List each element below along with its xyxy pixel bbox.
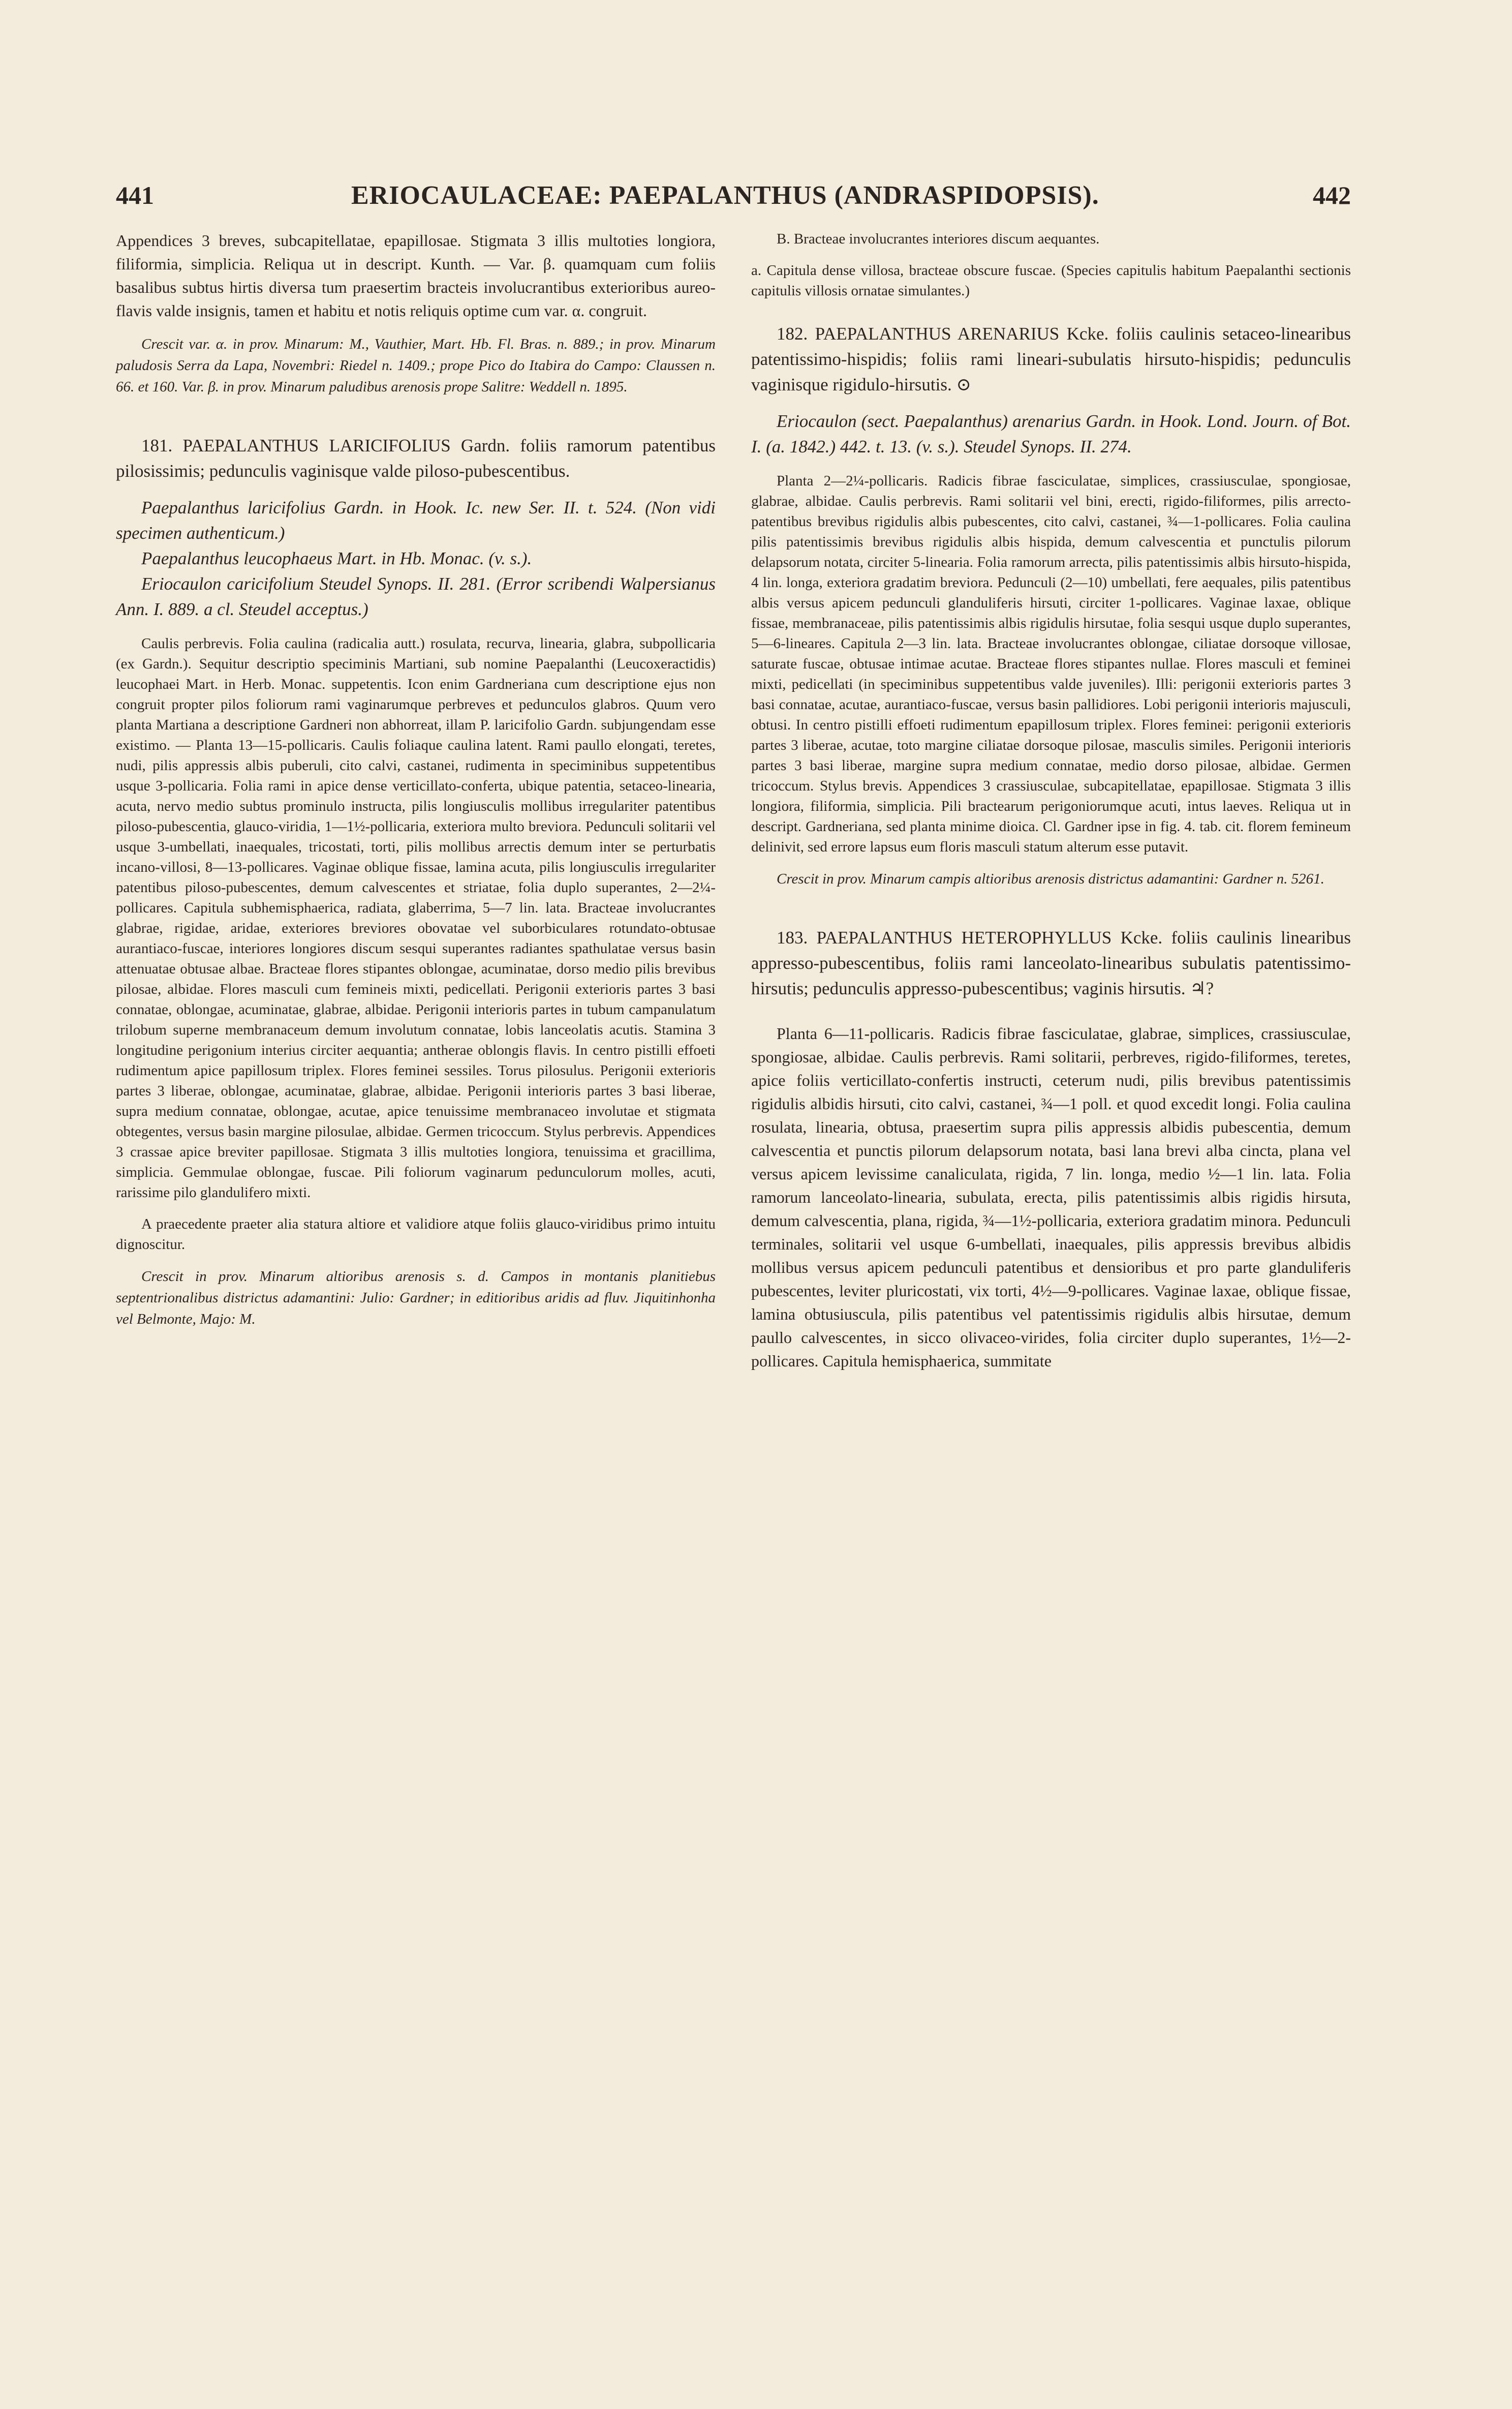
intro-paragraph: Appendices 3 breves, subcapitellatae, epapillosae. Stigmata 3 illis multoties longiora, filiformia, simplicia. Reliqua ut in descript. Kunth. — Var. β. quamquam cum foliis basalibus subtus hirtis diversa tum praesertim bracteis involucrantibus exterioribus aureo-flavis valde insignis, tamen et habitu et notis reliquis optime cum var. α. congruit. bbox=[116, 231, 716, 320]
running-title: ERIOCAULACEAE: PAEPALANTHUS (ANDRASPIDOPSIS). bbox=[351, 181, 1099, 210]
key-heading-a: a. Capitula dense villosa, bracteae obscure fuscae. (Species capitulis habitum Paepalanthi sectionis capitulis villosis ornatae simulantes.) bbox=[751, 262, 1351, 299]
species-181-synonym-1: Paepalanthus laricifolius Gardn. in Hook. Ic. new Ser. II. t. 524. (Non vidi specimen authenticum.) bbox=[116, 498, 716, 543]
species-181-locality: Crescit in prov. Minarum altioribus arenosis s. d. Campos in montanis planitiebus septentrionalibus districtus adamantini: Julio: Gardner; in editioribus aridis ad fluv. Jiquitinhonha vel Belmonte, Majo: M. bbox=[116, 1268, 716, 1327]
species-181-description: Caulis perbrevis. Folia caulina (radicalia autt.) rosulata, recurva, linearia, glabra, subpollicaria (ex Gardn.). Sequitur descriptio speciminis Martiani, sub nomine Paepalanthi (Leucoxeractidis) leucophaei Mart. in Herb. Monac. suppetentis. Icon enim Gardneriana cum descriptione ejus non congruit propter pilos foliorum rami vaginarumque perbreves et pedunculos glabros. Quum vero planta Martiana a descriptione Gardneri non abhorreat, illam P. laricifolio Gardn. subjungendam esse existimo. — Planta 13—15-pollicaris. Caulis foliaque caulina latent. Rami paullo elongati, teretes, nudi, pilis appressis albis puberuli, cito calvi, castanei, rudimenta in speciminibus suppetentibus usque 3-pollicaria. Folia rami in apice dense verticillato-conferta, ubique patentia, setaceo-linearia, acuta, nervo medio subtus prominulo instructa, pilis longiusculis mollibus irregulariter patentibus piloso-pubescentia, glauco-viridia, 1—1½-pollicaria, exteriora multo breviora. Pedunculi solitarii vel usque 3-umbellati, inaequales, tricostati, torti, pilis mollibus arrectis demum inter se perturbatis incano-villosi, 8—13-pollicares. Vaginae oblique fissae, lamina acuta, pilis longiusculis irregulariter patentibus piloso-pubescentes, demum calvescentes et striatae, folia duplo superantes, 2—2¼-pollicares. Capitula subhemisphaerica, radiata, glaberrima, 5—7 lin. lata. Bracteae involucrantes glabrae, rigidae, aridae, exteriores breviores obovatae vel suborbiculares rotundato-obtusae aurantiaco-fuscae, interiores longiores discum sesqui superantes radiantes spathulatae versus basin attenuatae obtusae albae. Bracteae flores stipantes oblongae, acuminatae, dorso medio pilis brevibus pilosae, albidae. Flores masculi cum femineis mixti, pedicellati. Perigonii exterioris partes 3 basi connatae, oblongae, acuminatae, glabrae, albidae. Perigonii interioris partes in tubum campanulatum trilobum superne membranaceum demum involutum connatae, lobis lanceolatis acutis. Stamina 3 longitudine perigonium interius circiter aequantia; antherae oblongis flavis. In centro pistilli effoeti rudimentum apice papillosum triplex. Flores feminei sessiles. Torus pilosulus. Perigonii exterioris partes 3 liberae, oblongae, acuminatae, glabrae, albidae. Perigonii interioris partes 3 basi liberae, supra medium connatae, oblongae, acutae, apice tenuissime membranaceo involutae et stigmata obtegentes, versus basin margine pilosulae, albidae. Germen tricoccum. Stylus perbrevis. Appendices 3 crassae apice breviter papillosae. Stigmata 3 illis multoties longiora, tenuissima et gracillima, simplicia. Gemmulae oblongae, fuscae. Pili foliorum vaginarum pedunculorum molles, acuti, rarissime pilo glandulifero mixti. bbox=[116, 635, 716, 1201]
page-number-left: 441 bbox=[116, 181, 154, 209]
species-181-synonym-2: Paepalanthus leucophaeus Mart. in Hb. Monac. (v. s.). bbox=[141, 548, 532, 568]
species-183-heading: 183. PAEPALANTHUS HETEROPHYLLUS Kcke. foliis caulinis linearibus appresso-pubescentibus, foliis rami lanceolato-linearibus subulatis patentissimo-hirsutis; pedunculis appresso-pubescentibus; vaginis hirsutis. ♃? bbox=[751, 928, 1351, 998]
species-183-description: Planta 6—11-pollicaris. Radicis fibrae fasciculatae, glabrae, simplices, crassiusculae, spongiosae, albidae. Caulis perbrevis. Rami solitarii, perbreves, rigido-filiformes, teretes, apice foliis verticillato-confertis instructi, ceterum nudi, pilis brevibus patentissimis rigidulis albidis hirsuti, cito calvi, castanei, ¾—1 poll. et quod excedit longi. Folia caulina rosulata, linearia, obtusa, praesertim supra pilis appressis albidis pubescentia, demum calvescentia et punctis pilorum delapsorum notata, basi lana brevi alba cincta, plana vel versus apicem levissime canaliculata, rigida, 7 lin. longa, medio ½—1 lin. lata. Folia ramorum lanceolato-linearia, subulata, erecta, pilis patentissimis albis rigidis hirsuta, demum calvescentia, plana, rigida, ¾—1½-pollicaria, exteriora gradatim minora. Pedunculi terminales, solitarii vel usque 6-umbellati, inaequales, pilis appressis brevibus albidis mollibus versus apicem pedunculi patentibus et densioribus et pro parte glanduliferis pubescentes, leviter pluricostati, vix torti, 4½—9-pollicares. Vaginae laxae, oblique fissae, lamina obtusiuscula, pilis patentibus vel patentissimis rigidulis albis hirsutae, demum paullo calvescentes, in sicco olivaceo-virides, folia circiter duplo superantes, 1½—2-pollicares. Capitula hemisphaerica, summitate bbox=[751, 1024, 1351, 1370]
intro-locality: Crescit var. α. in prov. Minarum: M., Vauthier, Mart. Hb. Fl. Bras. n. 889.; in prov. Minarum paludosis Serra da Lapa, Novembri: Riedel n. 1409.; prope Pico do Itabira do Campo: Claussen n. 66. et 160. Var. β. in prov. Minarum paludibus arenosis prope Salitre: Weddell n. 1895. bbox=[116, 336, 716, 395]
species-181-heading: 181. PAEPALANTHUS LARICIFOLIUS Gardn. foliis ramorum patentibus pilosissimis; pedunculis vaginisque valde piloso-pubescentibus. bbox=[116, 436, 716, 481]
right-column bbox=[751, 229, 1351, 1373]
species-182-synonym: Eriocaulon (sect. Paepalanthus) arenarius Gardn. in Hook. Lond. Journ. of Bot. I. (a. 1842.) 442. t. 13. (v. s.). Steudel Synops. II. 274. bbox=[751, 411, 1351, 456]
species-182-heading: 182. PAEPALANTHUS ARENARIUS Kcke. foliis caulinis setaceo-linearibus patentissimo-hispidis; foliis rami lineari-subulatis hirsuto-hispidis; pedunculis vaginisque rigidulo-hirsutis. ⊙ bbox=[751, 324, 1351, 394]
species-182-description: Planta 2—2¼-pollicaris. Radicis fibrae fasciculatae, simplices, crassiusculae, spongiosae, glabrae, albidae. Caulis perbrevis. Rami solitarii vel bini, erecti, rigido-filiformes, pilis arrecto-patentibus brevibus rigidulis albis pubescentes, cito calvi, castanei, ¾—1-pollicares. Folia caulina pilis patentissimis brevibus rigidulis albis hispida, demum calvescentia et punctulis pilorum delapsorum notata, circiter 5-linearia. Folia ramorum arrecta, pilis patentissimis albis hirsuto-hispida, 4 lin. longa, exteriora gradatim breviora. Pedunculi (2—10) umbellati, fere aequales, pilis patentibus albis versus apicem pedunculi glanduliferis hirsuti, circiter 1-pollicares. Vaginae laxae, oblique fissae, membranaceae, pilis patentissimis albis rigidulis hirsutae, folia sesqui usque duplo superantes, 5—6-lineares. Capitula 2—3 lin. lata. Bracteae involucrantes oblongae, ciliatae dorsoque villosae, saturate fuscae, obtusae intimae acutae. Bracteae flores stipantes nullae. Flores masculi et feminei mixti, pedicellati (in speciminibus suppetentibus valde juveniles). Illi: perigonii exterioris partes 3 basi connatae, acutae, aurantiaco-fuscae, versus basin pallidiores. Lobi perigonii interioris majusculi, obtusi. In centro pistilli effoeti rudimentum epapillosum triplex. Flores feminei: perigonii exterioris partes 3 liberae, acutae, toto margine ciliatae dorsoque pilosae, masculis similes. Perigonii interioris partes 3 basi liberae, margine supra medium connatae, medio dorso pilosae, albidae. Germen tricoccum. Stylus brevis. Appendices 3 crassiusculae, subcapitellatae, epapillosae. Stigmata 3 illis longiora, filiformia, simplicia. Pili bractearum perigoniorumque acuti, intus laeves. Reliqua ut in descript. Gardneriana, sed planta minime dioica. Cl. Gardner ipse in fig. 4. tab. cit. florem femineum delinivit, sed errore lapsus eum floris masculi statum alterum esse putavit. bbox=[751, 473, 1351, 855]
species-182-locality: Crescit in prov. Minarum campis altioribus arenosis districtus adamantini: Gardner n. 5261. bbox=[777, 871, 1324, 887]
left-column bbox=[116, 229, 716, 1330]
page-header bbox=[116, 180, 1351, 216]
key-heading-B: B. Bracteae involucrantes interiores discum aequantes. bbox=[777, 231, 1100, 247]
page-number-right: 442 bbox=[1313, 181, 1351, 209]
species-181-note: A praecedente praeter alia statura altiore et validiore atque foliis glauco-viridibus primo intuitu dignoscitur. bbox=[116, 1216, 716, 1253]
species-181-synonym-3: Eriocaulon caricifolium Steudel Synops. II. 281. (Error scribendi Walpersianus Ann. I. 889. a cl. Steudel acceptus.) bbox=[116, 574, 716, 619]
